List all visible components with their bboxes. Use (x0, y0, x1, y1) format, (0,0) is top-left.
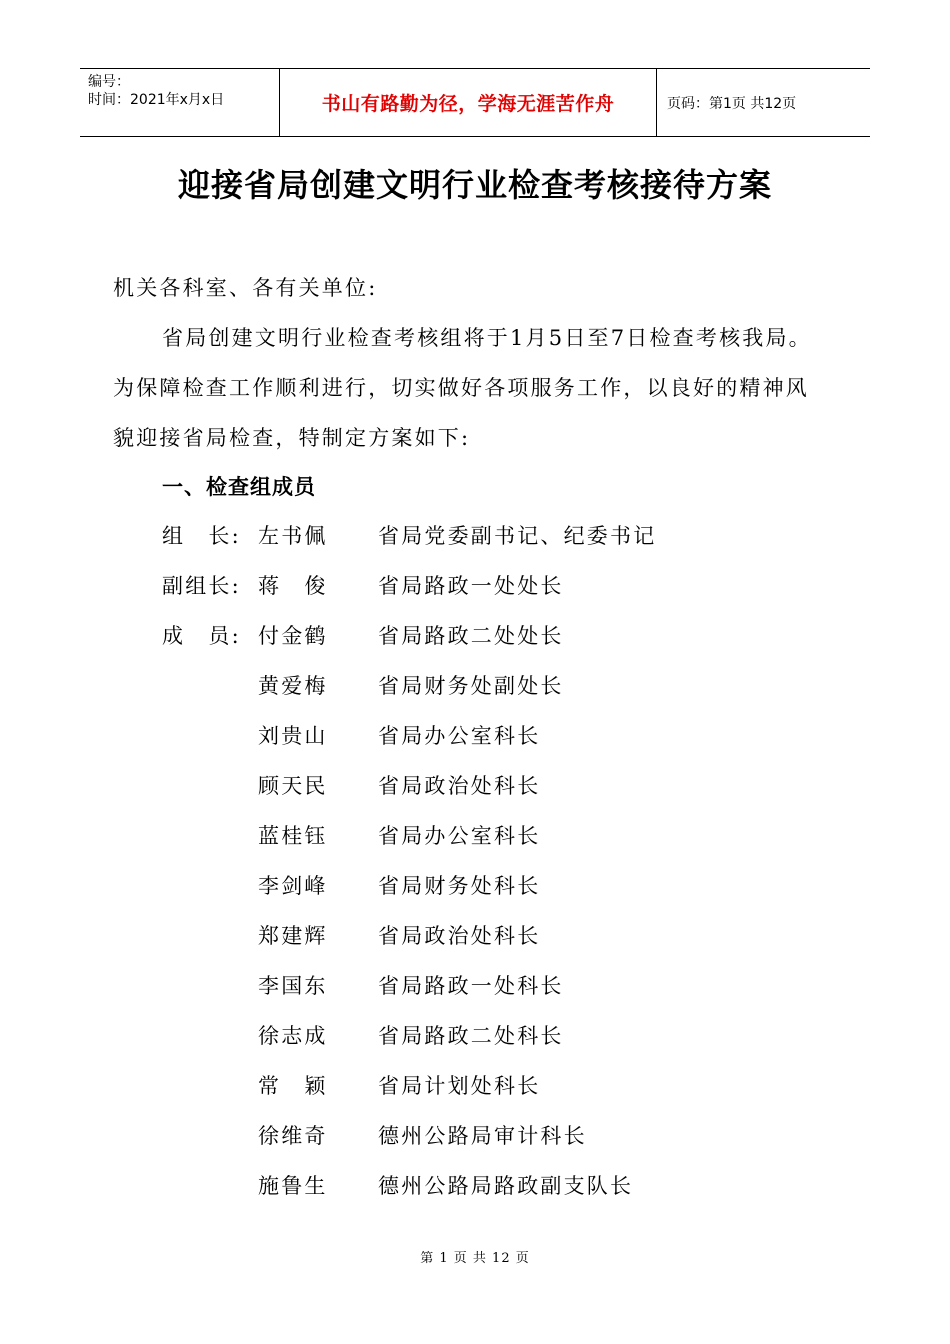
member-role: 副组长: (162, 574, 241, 598)
header-page-info: 页码：第1页 共12页 (667, 95, 797, 112)
member-name: 蒋 俊 (258, 574, 328, 598)
intro-line-3: 貌迎接省局检查，特制定方案如下: (113, 426, 471, 450)
document-title: 迎接省局创建文明行业检查考核接待方案 (177, 166, 772, 204)
member-position: 省局党委副书记、纪委书记 (378, 524, 657, 548)
member-row (0, 620, 950, 650)
member-name: 徐志成 (258, 1024, 328, 1048)
member-name: 黄爱梅 (258, 674, 328, 698)
member-row (0, 1170, 950, 1200)
member-position: 省局办公室科长 (378, 824, 541, 848)
member-name: 李剑峰 (258, 874, 328, 898)
member-row (0, 570, 950, 600)
member-position: 德州公路局路政副支队长 (378, 1174, 634, 1198)
member-row (0, 1120, 950, 1150)
intro-line-1: 省局创建文明行业检查考核组将于1月5日至7日检查考核我局。 (162, 326, 812, 350)
page-footer: 第 1 页 共 12 页 (420, 1251, 530, 1266)
member-position: 省局路政二处处长 (378, 624, 564, 648)
member-position: 省局政治处科长 (378, 924, 541, 948)
member-name: 顾天民 (258, 774, 328, 798)
member-row (0, 770, 950, 800)
member-name: 郑建辉 (258, 924, 328, 948)
member-row (0, 820, 950, 850)
member-name: 左书佩 (258, 524, 328, 548)
member-position: 省局路政一处处长 (378, 574, 564, 598)
member-row (0, 670, 950, 700)
member-name: 付金鹤 (258, 624, 328, 648)
member-position: 德州公路局审计科长 (378, 1124, 587, 1148)
member-name: 施鲁生 (258, 1174, 328, 1198)
member-name: 常 颖 (258, 1074, 328, 1098)
intro-line-2: 为保障检查工作顺利进行，切实做好各项服务工作，以良好的精神风 (113, 376, 809, 400)
member-row (0, 970, 950, 1000)
time-label: 时间：2021年x月x日 (88, 92, 225, 108)
header-motto: 书山有路勤为径，学海无涯苦作舟 (280, 69, 657, 136)
member-row (0, 520, 950, 550)
header-meta (80, 69, 280, 136)
member-position: 省局财务处副处长 (378, 674, 564, 698)
member-row (0, 920, 950, 950)
member-position: 省局政治处科长 (378, 774, 541, 798)
member-name: 刘贵山 (258, 724, 328, 748)
member-name: 蓝桂钰 (258, 824, 328, 848)
member-position: 省局路政二处科长 (378, 1024, 564, 1048)
member-role: 成 员: (162, 624, 241, 648)
member-name: 徐维奇 (258, 1124, 328, 1148)
member-name: 李国东 (258, 974, 328, 998)
section-heading-members: 一、检查组成员 (162, 475, 316, 499)
member-role: 组 长: (162, 524, 241, 548)
member-row (0, 720, 950, 750)
number-label: 编号： (88, 74, 130, 90)
member-position: 省局办公室科长 (378, 724, 541, 748)
member-row (0, 870, 950, 900)
document-header (80, 68, 870, 137)
member-position: 省局路政一处科长 (378, 974, 564, 998)
member-row (0, 1020, 950, 1050)
greeting: 机关各科室、各有关单位: (113, 276, 378, 300)
member-position: 省局财务处科长 (378, 874, 541, 898)
member-position: 省局计划处科长 (378, 1074, 541, 1098)
member-row (0, 1070, 950, 1100)
